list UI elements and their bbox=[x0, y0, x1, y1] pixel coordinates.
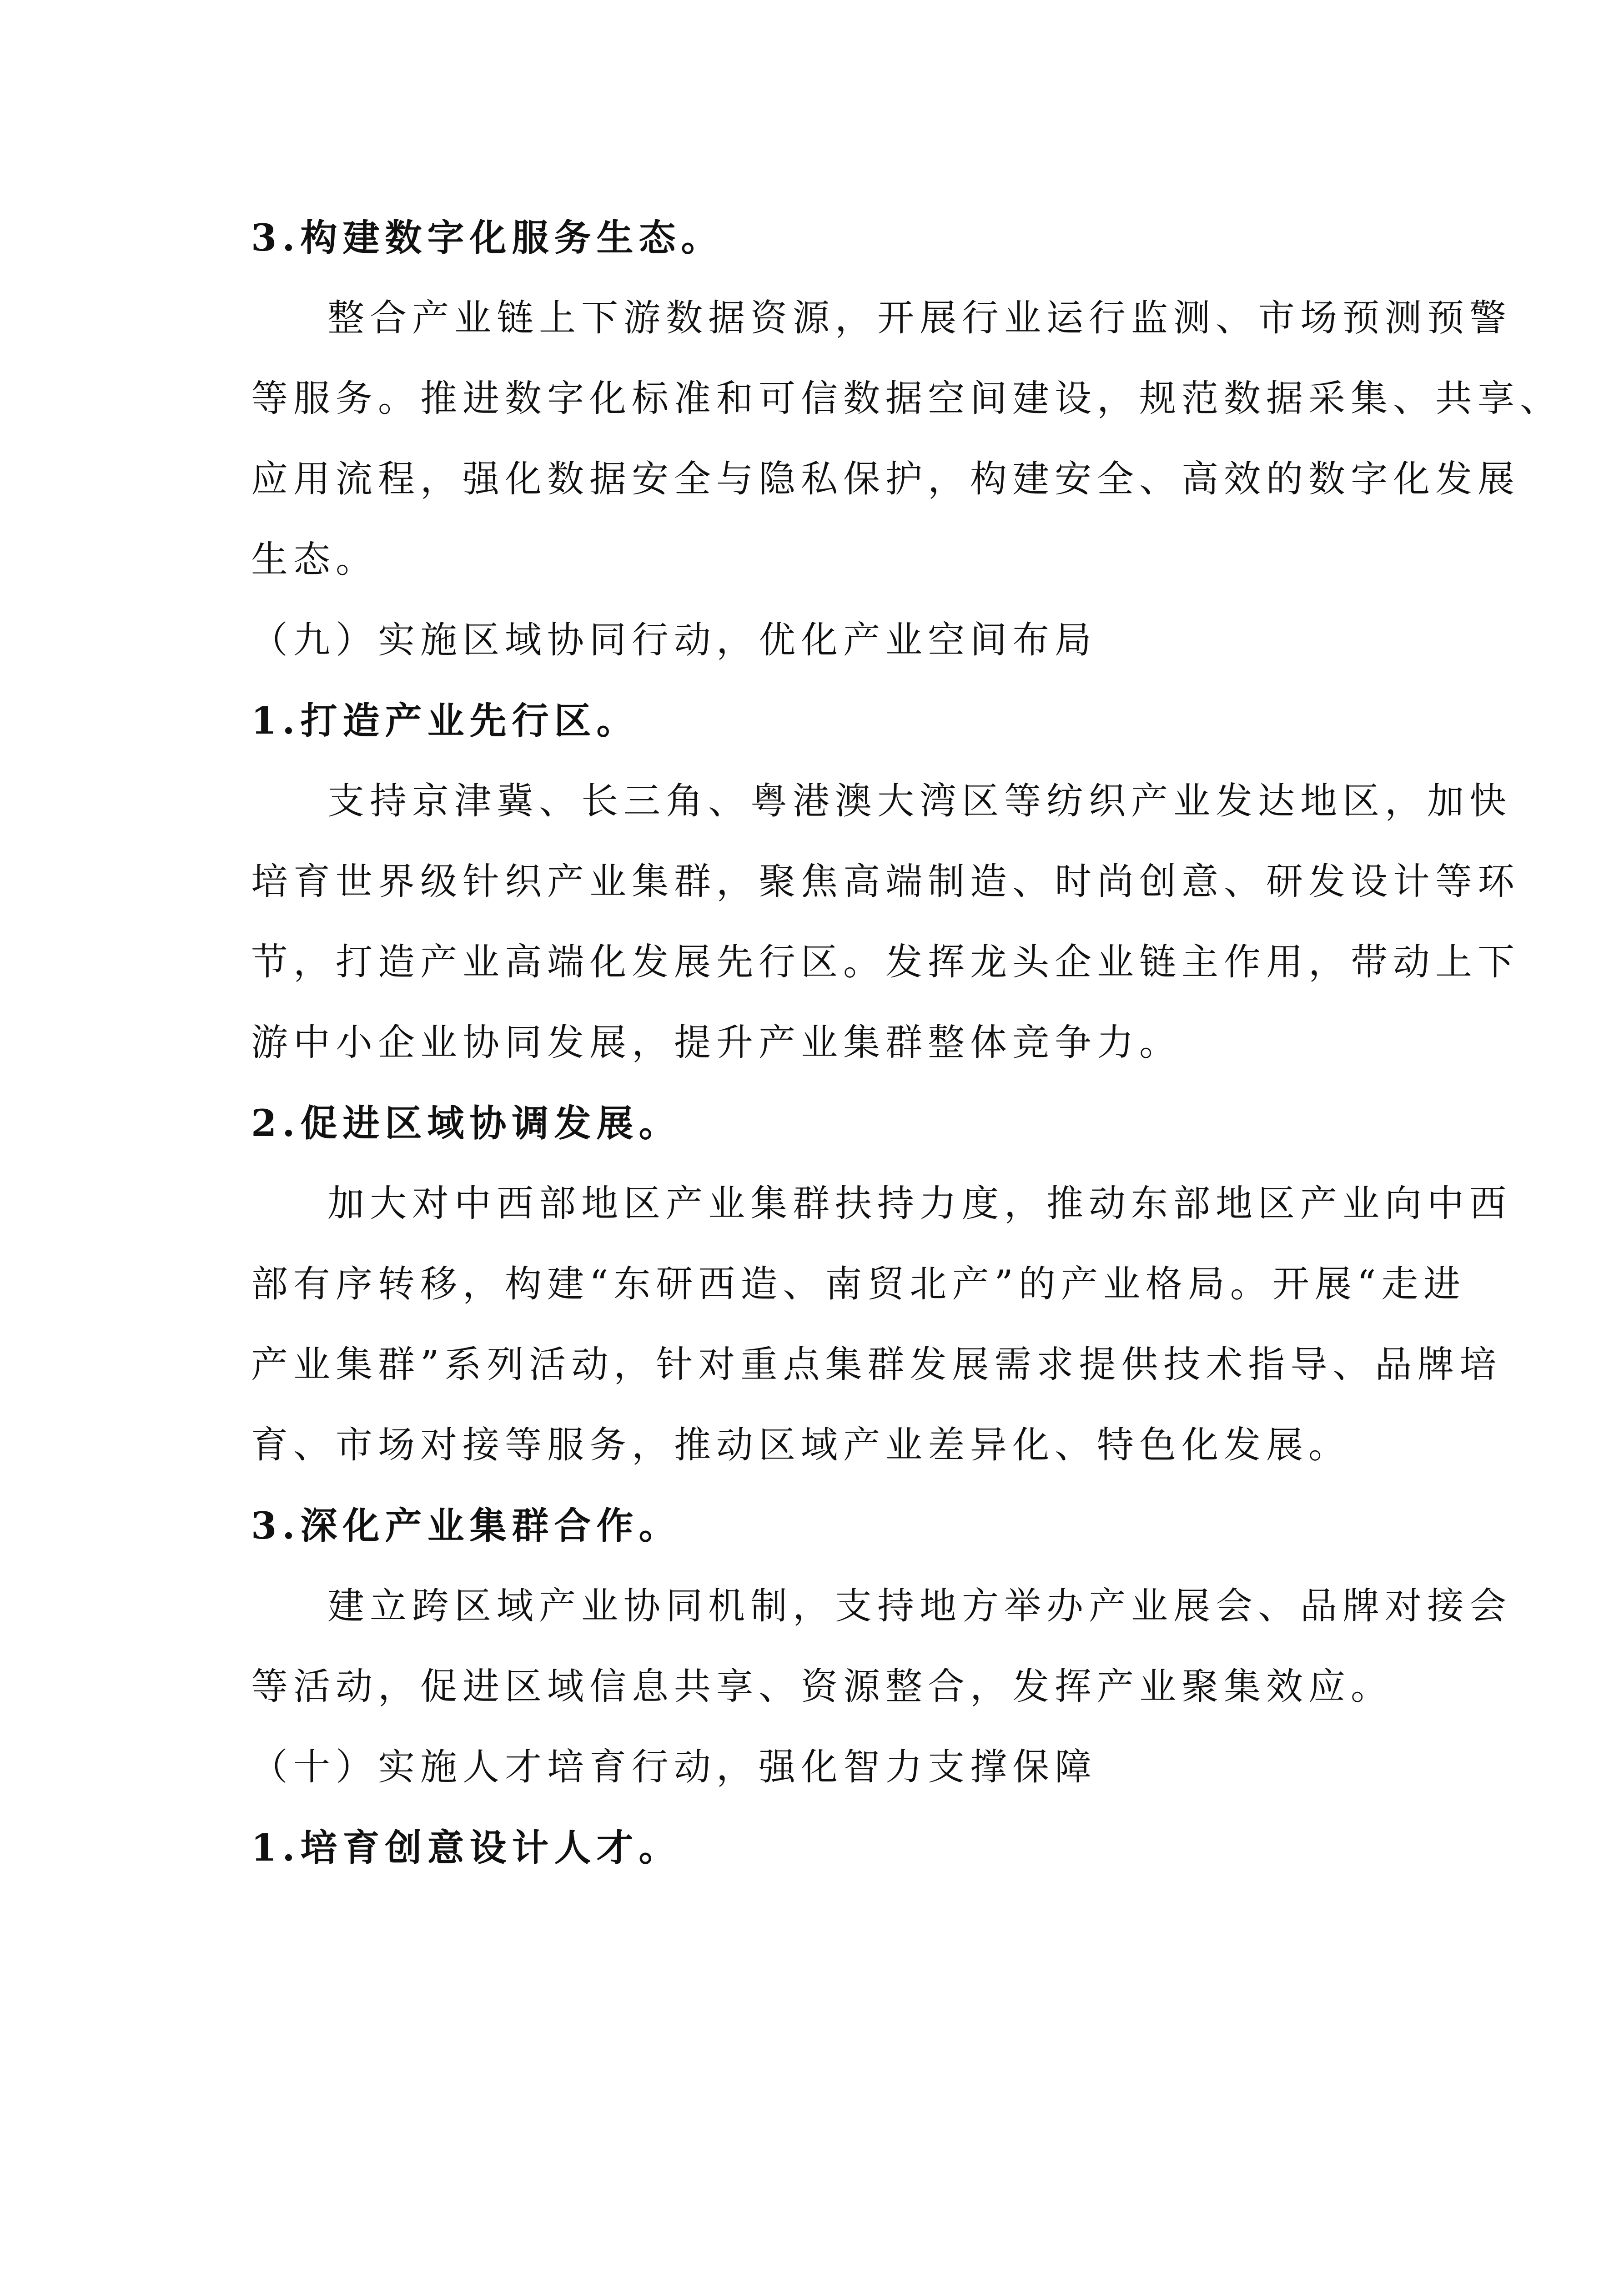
subheading-1-pilot-zone bbox=[251, 681, 1386, 761]
paragraph-line: 支持京津冀、长三角、粤港澳大湾区等纺织产业发达地区，加快 bbox=[327, 780, 1512, 823]
paragraph-cluster-cooperation bbox=[251, 1566, 1512, 1727]
paragraph-line: 产业集群”系列活动，针对重点集群发展需求提供技术指导、品牌培 bbox=[251, 1343, 1502, 1386]
subheading-3-digital-service-ecosystem bbox=[251, 198, 1386, 278]
paragraph-line: 节，打造产业高端化发展先行区。发挥龙头企业链主作用，带动上下 bbox=[251, 941, 1520, 984]
heading-text: （十）实施人才培育行动，强化智力支撑保障 bbox=[251, 1746, 1097, 1789]
heading-text: 1.培育创意设计人才。 bbox=[251, 1826, 681, 1870]
paragraph-regional-development bbox=[251, 1164, 1512, 1486]
paragraph-line: 等活动，促进区域信息共享、资源整合，发挥产业聚集效应。 bbox=[251, 1665, 1393, 1708]
paragraph-line: 等服务。推进数字化标准和可信数据空间建设，规范数据采集、共享、 bbox=[251, 377, 1563, 420]
heading-text: 2.促进区域协调发展。 bbox=[251, 1102, 681, 1145]
subheading-2-regional-development bbox=[251, 1083, 1386, 1164]
subheading-3-cluster-cooperation bbox=[251, 1486, 1386, 1566]
heading-text: 3.深化产业集群合作。 bbox=[251, 1504, 681, 1548]
heading-text: 1.打造产业先行区。 bbox=[251, 699, 639, 743]
section-heading-10-talent-cultivation bbox=[251, 1727, 1386, 1808]
paragraph-line: 培育世界级针织产业集群，聚焦高端制造、时尚创意、研发设计等环 bbox=[251, 860, 1520, 903]
paragraph-line: 应用流程，强化数据安全与隐私保护，构建安全、高效的数字化发展 bbox=[251, 458, 1520, 501]
paragraph-line: 加大对中西部地区产业集群扶持力度，推动东部地区产业向中西 bbox=[327, 1182, 1512, 1225]
subheading-1-design-talent bbox=[251, 1808, 1386, 1888]
section-heading-9-regional-coordination bbox=[251, 600, 1386, 681]
heading-text: （九）实施区域协同行动，优化产业空间布局 bbox=[251, 619, 1097, 662]
paragraph-digital-service-ecosystem bbox=[251, 278, 1563, 600]
paragraph-line: 整合产业链上下游数据资源，开展行业运行监测、市场预测预警 bbox=[327, 297, 1512, 340]
heading-text: 3.构建数字化服务生态。 bbox=[251, 216, 724, 260]
paragraph-line: 建立跨区域产业协同机制，支持地方举办产业展会、品牌对接会 bbox=[327, 1585, 1512, 1628]
paragraph-line: 生态。 bbox=[251, 538, 378, 581]
paragraph-line: 育、市场对接等服务，推动区域产业差异化、特色化发展。 bbox=[251, 1424, 1351, 1467]
paragraph-line: 游中小企业协同发展，提升产业集群整体竞争力。 bbox=[251, 1021, 1182, 1064]
paragraph-line: 部有序转移，构建“东研西造、南贸北产”的产业格局。开展“走进 bbox=[251, 1263, 1466, 1306]
document-body bbox=[251, 198, 1563, 1888]
paragraph-pilot-zone bbox=[251, 761, 1520, 1083]
